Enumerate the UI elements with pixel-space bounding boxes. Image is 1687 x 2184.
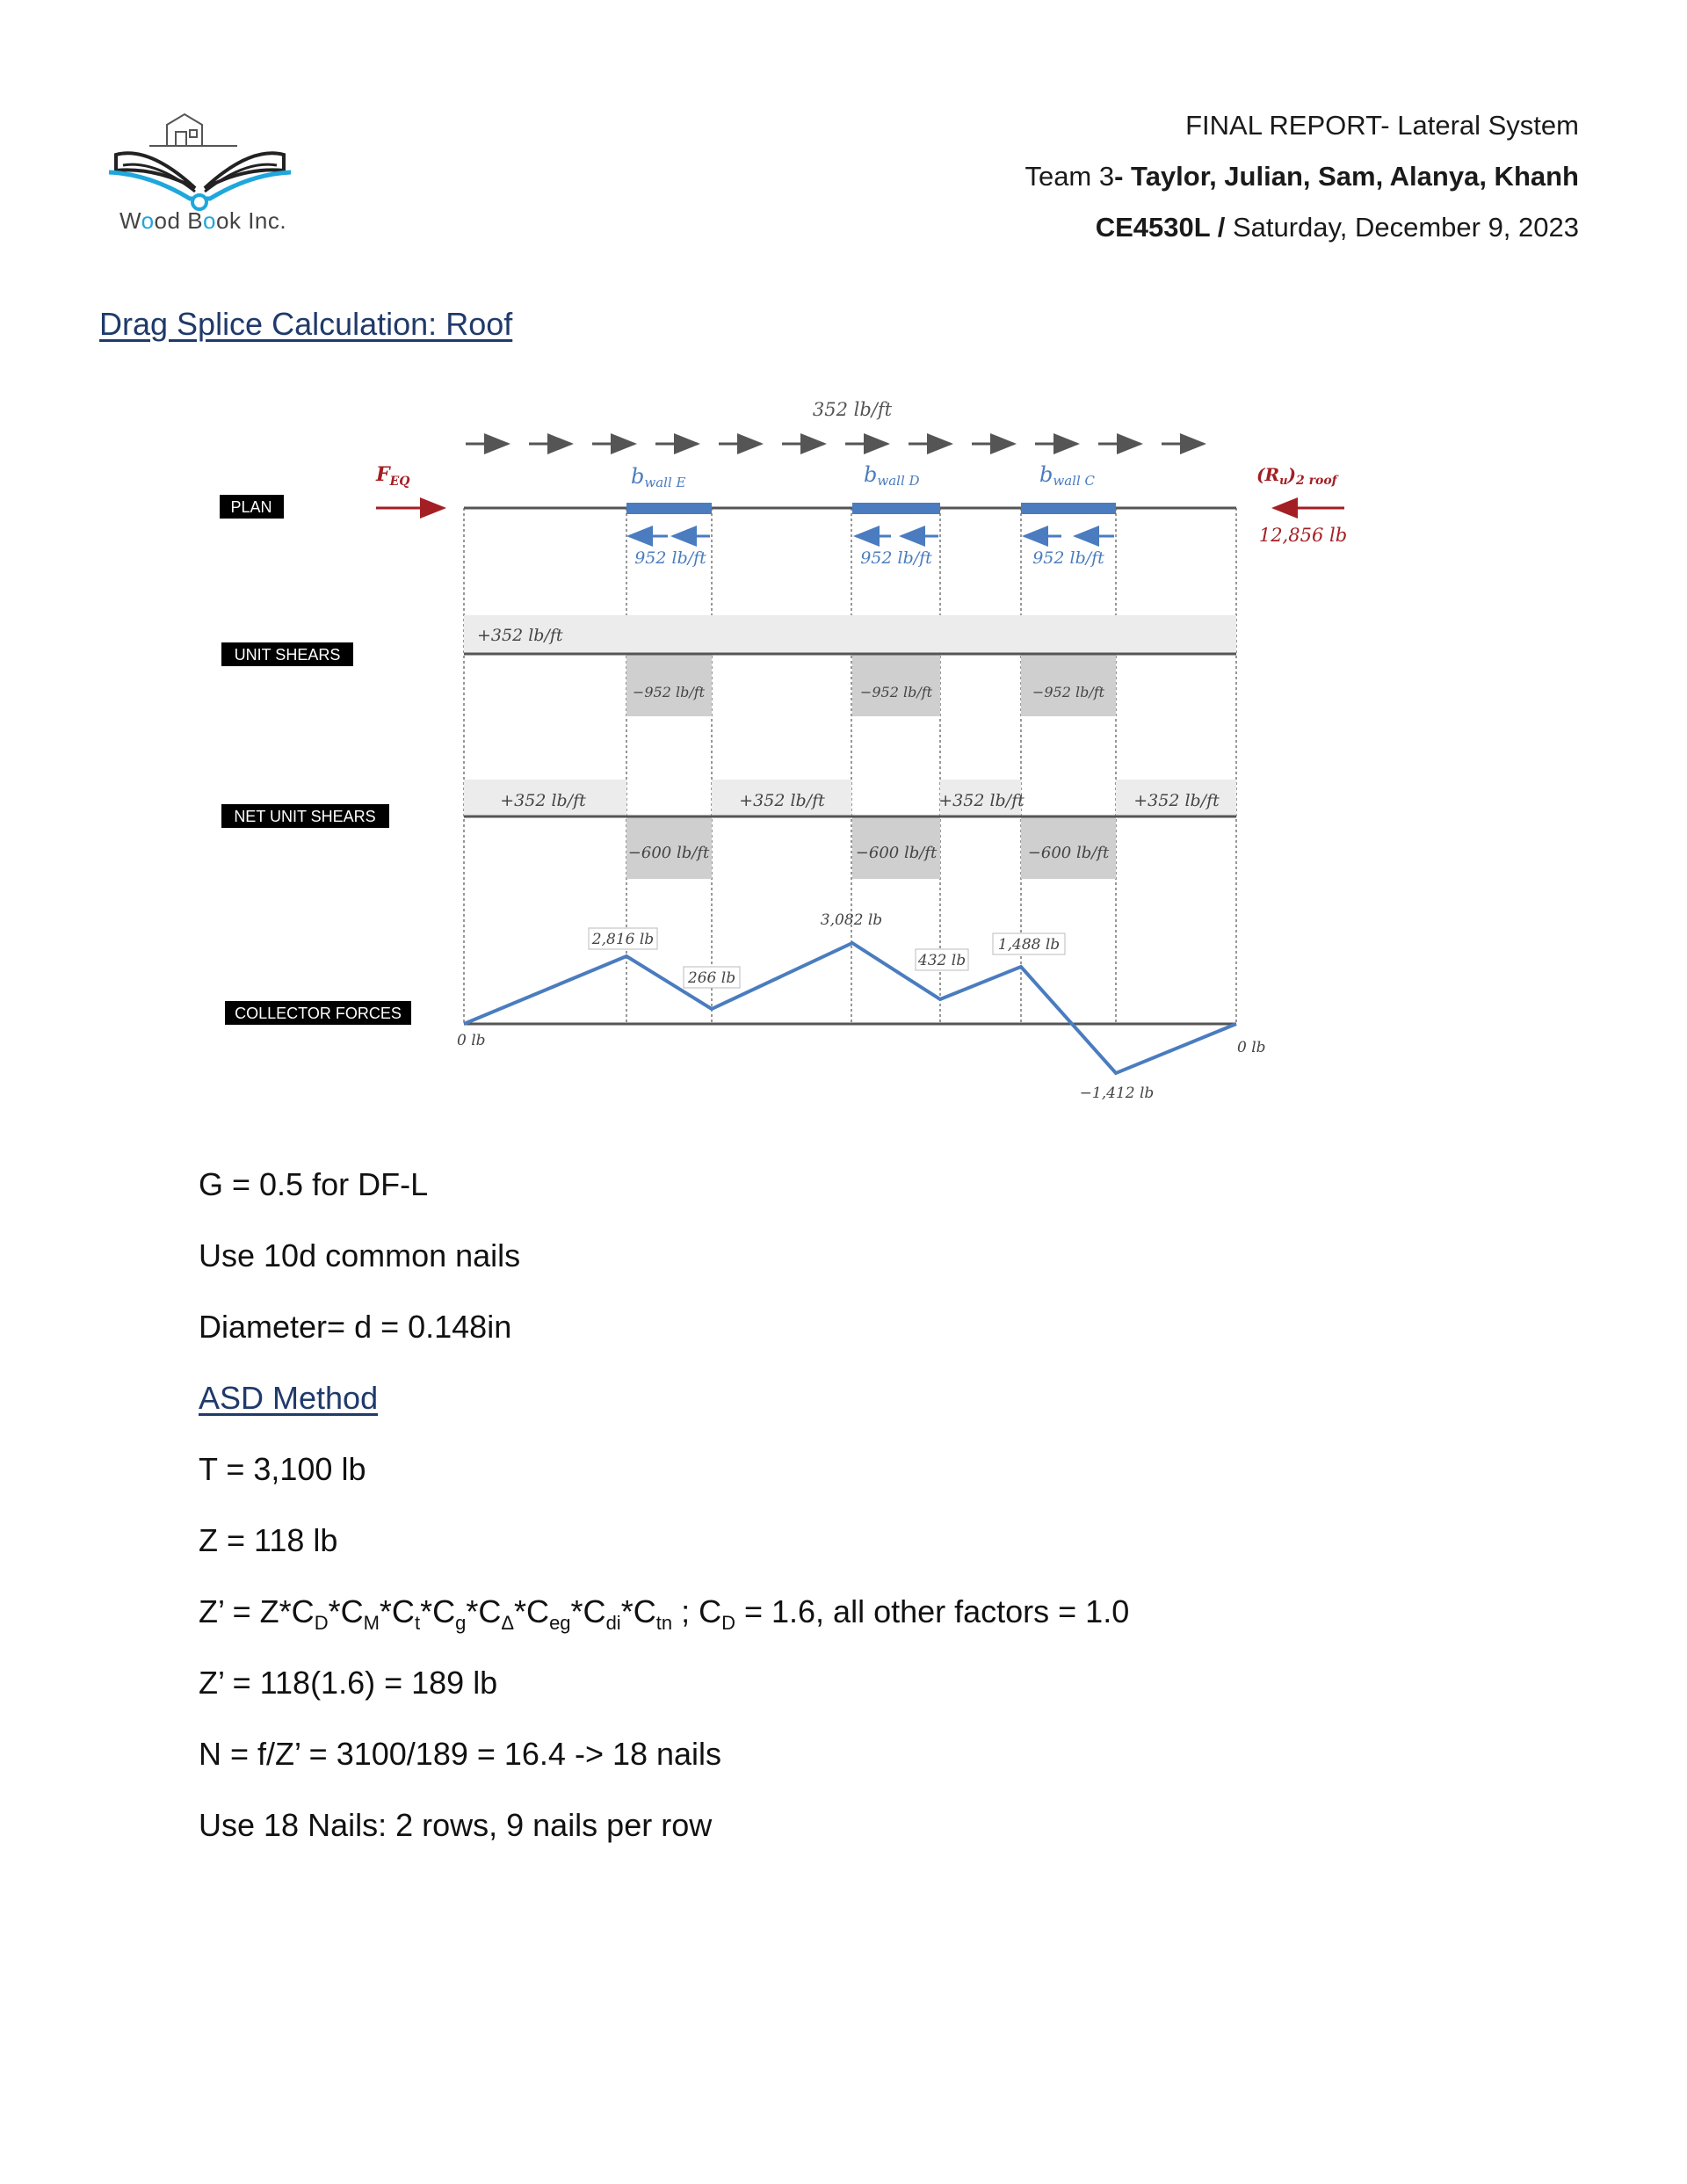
plan-label: PLAN <box>230 498 272 516</box>
report-title: FINAL REPORT- Lateral System <box>1185 110 1579 141</box>
course-date-line: CE4530L / Saturday, December 9, 2023 <box>1095 212 1579 243</box>
team-line: Team 3- Taylor, Julian, Sam, Alanya, Khanh <box>1025 161 1579 192</box>
z-value-line: Z = 118 lb <box>199 1522 338 1558</box>
z-prime-formula-line: Z’ = $Z*C_D*C_M*C_t*C_g*C_\Delta*C_{eg}*C_{di}*C_{tn}$ ; $C_D = 1.6$, all other factors = 1.0 <box>199 1593 1130 1634</box>
svg-text:+352 lb/ft: +352 lb/ft <box>1133 791 1220 810</box>
svg-text:+352 lb/ft: +352 lb/ft <box>739 791 825 810</box>
specific-gravity-line: G = 0.5 for DF-L <box>199 1166 429 1202</box>
calculation-block <box>199 1165 1129 1877</box>
net-unit-shears-diagram <box>464 780 1236 879</box>
wall-c <box>1021 462 1116 568</box>
top-load-label: 352 lb/ft <box>812 399 893 420</box>
svg-text:−952 lb/ft: −952 lb/ft <box>1032 684 1105 700</box>
svg-text:1,488 lb: 1,488 lb <box>997 936 1061 954</box>
asd-method-link[interactable]: ASD Method <box>199 1380 379 1416</box>
svg-text:0 lb: 0 lb <box>1237 1039 1266 1056</box>
svg-text:432 lb: 432 lb <box>917 952 967 969</box>
svg-text:−1,412 lb: −1,412 lb <box>1079 1085 1155 1102</box>
collector-forces-diagram <box>457 911 1266 1102</box>
svg-text:+352 lb/ft: +352 lb/ft <box>938 791 1025 810</box>
unit-shears-diagram <box>464 615 1236 716</box>
feq-label: $F_{EQ}$ <box>376 463 410 489</box>
nail-layout-line: Use 18 Nails: 2 rows, 9 nails per row <box>199 1807 713 1843</box>
guide-lines <box>464 508 1236 1024</box>
svg-text:−600 lb/ft: −600 lb/ft <box>855 844 938 862</box>
nail-count-line: N = f/Z’ = 3100/189 = 16.4 -> 18 nails <box>199 1736 722 1772</box>
svg-text:2,816 lb: 2,816 lb <box>591 931 655 948</box>
wall-d <box>852 462 940 568</box>
svg-text:266 lb: 266 lb <box>687 969 736 987</box>
svg-text:bwall D: bwall D <box>864 462 920 489</box>
tension-line: T = 3,100 lb <box>199 1451 366 1487</box>
svg-text:bwall E: bwall E <box>631 464 686 490</box>
logo-wordmark: Wood Book Inc. <box>119 207 287 234</box>
svg-text:+352 lb/ft: +352 lb/ft <box>477 626 563 645</box>
ru-label: $(R_u)_{2 roof}$ <box>1256 464 1337 488</box>
svg-text:−600 lb/ft: −600 lb/ft <box>627 844 710 862</box>
wall-e <box>626 464 712 568</box>
svg-text:952 lb/ft: 952 lb/ft <box>634 548 706 568</box>
net-unit-shears-label: NET UNIT SHEARS <box>234 808 376 825</box>
ru-value: 12,856 lb <box>1258 525 1348 546</box>
drag-splice-diagram <box>176 378 1388 1116</box>
report-header <box>1025 107 1579 260</box>
collector-forces-label: COLLECTOR FORCES <box>235 1005 402 1022</box>
svg-text:952 lb/ft: 952 lb/ft <box>860 548 932 568</box>
section-title: Drag Splice Calculation: Roof <box>99 306 513 342</box>
diameter-line: Diameter= d = 0.148in <box>199 1309 512 1345</box>
z-prime-value-line: Z’ = 118(1.6) = 189 lb <box>199 1665 498 1701</box>
svg-text:952 lb/ft: 952 lb/ft <box>1032 548 1104 568</box>
svg-text:bwall C: bwall C <box>1039 462 1095 489</box>
unit-shears-label: UNIT SHEARS <box>234 646 341 664</box>
svg-text:−952 lb/ft: −952 lb/ft <box>632 684 706 700</box>
svg-text:+352 lb/ft: +352 lb/ft <box>500 791 586 810</box>
svg-text:3,082 lb: 3,082 lb <box>820 911 883 929</box>
svg-text:0 lb: 0 lb <box>457 1032 486 1049</box>
svg-text:−952 lb/ft: −952 lb/ft <box>859 684 933 700</box>
svg-text:−600 lb/ft: −600 lb/ft <box>1027 844 1110 862</box>
nail-type-line: Use 10d common nails <box>199 1237 521 1273</box>
